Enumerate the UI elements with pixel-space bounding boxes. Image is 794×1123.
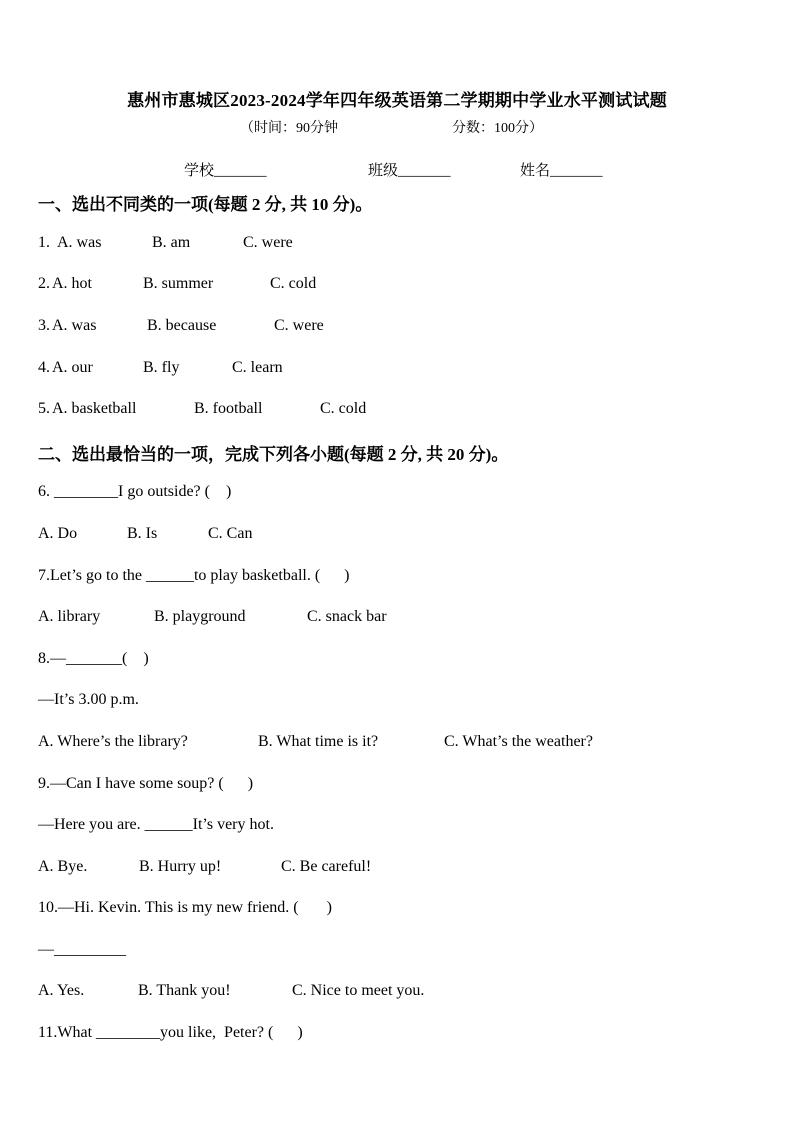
q4-option-b: B. fly	[143, 359, 180, 376]
q6-option-a: A. Do	[38, 525, 78, 542]
section-2-heading: 二、选出最恰当的一项，完成下列各小题(每题 2 分, 共 20 分)。	[38, 445, 509, 464]
q5-option-b: B. football	[194, 400, 263, 417]
q3-option-c: C. were	[274, 317, 324, 334]
q1-number: 1.	[38, 234, 54, 251]
q7-option-b: B. playground	[154, 608, 246, 625]
q2-option-a: A. hot	[52, 275, 92, 292]
q5-option-a: A. basketball	[52, 400, 137, 417]
q8-reply: —It’s 3.00 p.m.	[38, 691, 139, 708]
q3-option-b: B. because	[147, 317, 217, 334]
q10-option-a: A. Yes.	[38, 982, 85, 999]
exam-score: 分数：100分）	[452, 121, 543, 136]
q4-option-c: C. learn	[232, 359, 283, 376]
q1-option-b: B. am	[152, 234, 191, 251]
name-field: 姓名_______	[520, 163, 603, 179]
q6-option-c: C. Can	[208, 525, 253, 542]
q9-stem: 9.—Can I have some soup? ( )	[38, 775, 254, 792]
section-1-heading: 一、选出不同类的一项(每题 2 分, 共 10 分)。	[38, 195, 373, 214]
q10-reply: —_________	[38, 941, 126, 958]
q11-stem: 11.What ________you like, Peter? ( )	[38, 1024, 303, 1041]
q3-option-a: A. was	[52, 317, 97, 334]
q2-option-b: B. summer	[143, 275, 214, 292]
q2-option-c: C. cold	[270, 275, 317, 292]
q9-reply: —Here you are. ______It’s very hot.	[38, 816, 274, 833]
school-field: 学校_______	[184, 163, 267, 179]
q1-option-a: A. was	[57, 234, 102, 251]
q6-stem: 6. ________I go outside? ( )	[38, 483, 232, 500]
q3-number: 3.	[38, 317, 50, 334]
q10-stem: 10.—Hi. Kevin. This is my new friend. ( )	[38, 899, 332, 916]
exam-time: （时间：90分钟	[240, 121, 338, 136]
q1-option-c: C. were	[243, 234, 293, 251]
q7-stem: 7.Let’s go to the ______to play basketball. ( )	[38, 567, 350, 584]
q7-option-c: C. snack bar	[307, 608, 387, 625]
q5-option-c: C. cold	[320, 400, 367, 417]
q8-stem: 8.—_______( )	[38, 650, 149, 667]
q9-option-b: B. Hurry up!	[139, 858, 222, 875]
q8-option-b: B. What time is it?	[258, 733, 379, 750]
q10-option-b: B. Thank you!	[138, 982, 231, 999]
q8-option-a: A. Where’s the library?	[38, 733, 188, 750]
q2-number: 2.	[38, 275, 50, 292]
q6-option-b: B. Is	[127, 525, 158, 542]
q10-option-c: C. Nice to meet you.	[292, 982, 425, 999]
q5-number: 5.	[38, 400, 50, 417]
q4-number: 4.	[38, 359, 50, 376]
exam-title: 惠州市惠城区2023-2024学年四年级英语第二学期期中学业水平测试试题	[127, 91, 667, 110]
class-field: 班级_______	[368, 163, 451, 179]
q9-option-c: C. Be careful!	[281, 858, 372, 875]
q4-option-a: A. our	[52, 359, 93, 376]
q7-option-a: A. library	[38, 608, 101, 625]
q9-option-a: A. Bye.	[38, 858, 88, 875]
q8-option-c: C. What’s the weather?	[444, 733, 593, 750]
